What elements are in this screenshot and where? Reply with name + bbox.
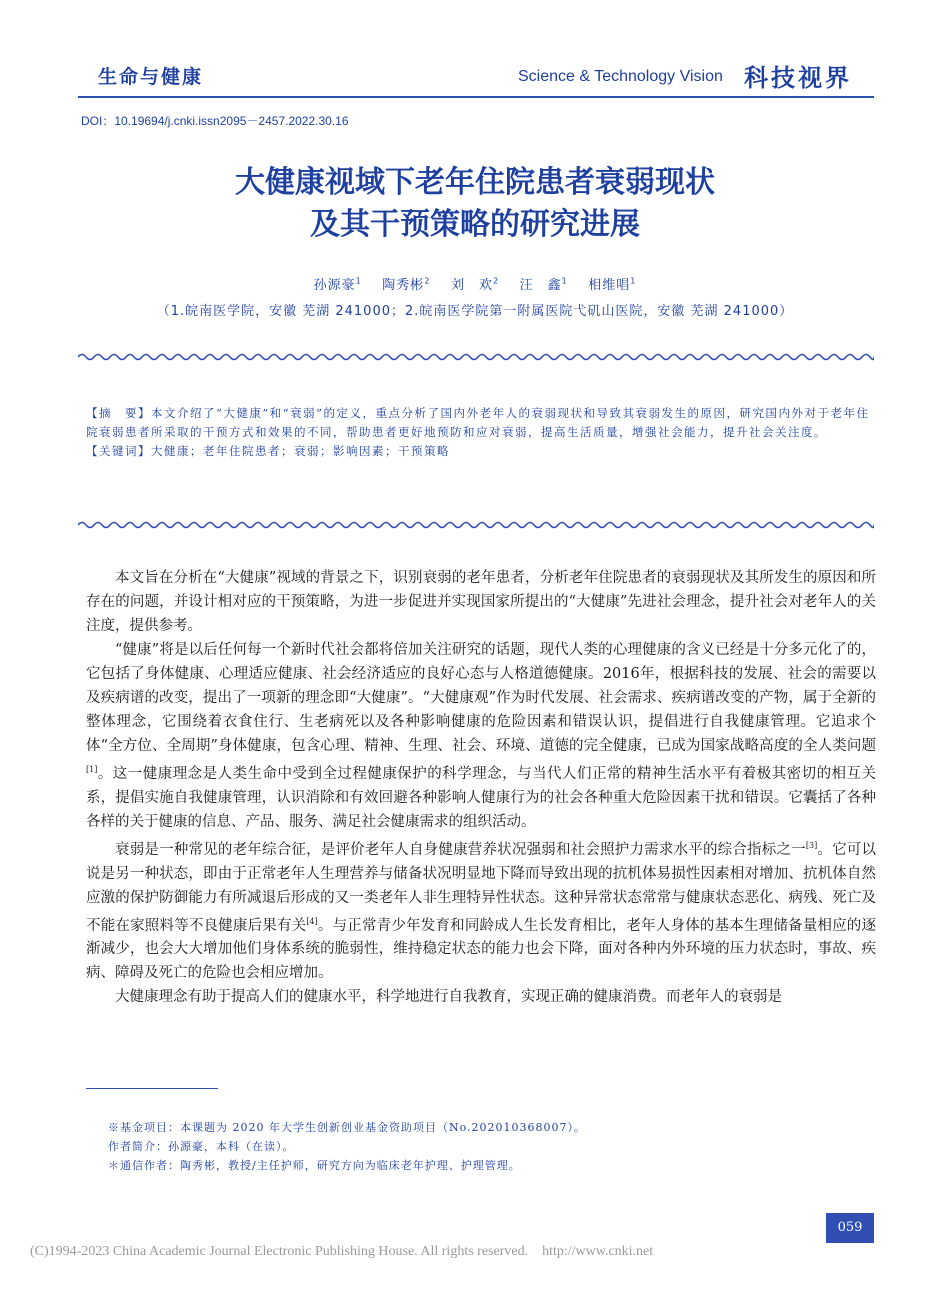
author: 相维唱$^1$ bbox=[588, 276, 637, 293]
doi: DOI：10.19694/j.cnki.issn2095－2457.2022.30.16 bbox=[81, 114, 349, 128]
journal-name-en: Science & Technology Vision bbox=[518, 68, 723, 85]
author: 陶秀彬$^2$ bbox=[382, 276, 431, 293]
affiliation: （1.皖南医学院，安徽 芜湖 241000；2.皖南医学院第一附属医院弋矶山医院，安徽 芜湖 241000） bbox=[156, 304, 794, 319]
footnotes bbox=[108, 1118, 868, 1175]
author-list bbox=[0, 274, 950, 293]
keywords-text: 大健康；老年住院患者；衰弱；影响因素；干预策略 bbox=[151, 444, 450, 458]
author: 汪 鑫$^1$ bbox=[519, 276, 568, 293]
footnote-rule bbox=[86, 1088, 218, 1089]
copyright-notice: (C)1994-2023 China Academic Journal Electronic Publishing House. All rights reserved. http://www.cnki.net bbox=[30, 1244, 654, 1259]
abstract bbox=[86, 404, 872, 461]
body-text bbox=[86, 566, 876, 1009]
title-line-1: 大健康视域下老年住院患者衰弱现状 bbox=[235, 165, 715, 200]
footnote-fund: ※基金项目：本课题为 2020 年大学生创新创业基金资助项目（No.202010368007）。 bbox=[108, 1121, 587, 1134]
paragraph-2: “健康”将是以后任何每一个新时代社会都将倍加关注研究的话题，现代人类的心理健康的含义已经是十分多元化了的，它包括了身体健康、心理适应健康、社会经济适应的良好心态与人格道德健康。2016年，根据科技的发展、社会的需要以及疾病谱的改变，提出了一项新的理念即“大健康”。“大健康观”作为时代发展、社会需求、疾病谱改变的产物，属于全新的整体理念，它围绕着衣食住行、生老病死以及各种影响健康的危险因素和错误认识，提倡进行自我健康管理。它追求个体“全方位、全周期”身体健康，包含心理、精神、生理、社会、环境、道德的完全健康，已成为国家战略高度的全人类问题[1]。这一健康理念是人类生命中受到全过程健康保护的科学理念，与当代人们正常的精神生活水平有着极其密切的相互关系，提倡实施自我健康管理，认识消除和有效回避各种影响人健康行为的社会各种重大危险因素干扰和错误。它囊括了各种各样的关于健康的信息、产品、服务、满足社会健康需求的组织活动。 bbox=[86, 642, 876, 830]
journal-section: 生命与健康 bbox=[98, 66, 204, 88]
page-number: 059 bbox=[826, 1213, 874, 1243]
title-line-2: 及其干预策略的研究进展 bbox=[310, 207, 640, 242]
paragraph-4: 大健康理念有助于提高人们的健康水平，科学地进行自我教育，实现正确的健康消费。而老年人的衰弱是 bbox=[115, 989, 782, 1006]
citation-ref: [4] bbox=[306, 916, 318, 926]
footnote-author: 作者简介：孙源豪，本科（在读）。 bbox=[108, 1140, 295, 1153]
wavy-divider-bottom bbox=[78, 520, 874, 530]
author: 刘 欢$^2$ bbox=[450, 276, 500, 293]
header-rule bbox=[78, 96, 874, 98]
wavy-divider-top bbox=[78, 352, 874, 362]
journal-name-cn: 科技视界 bbox=[744, 64, 852, 92]
abstract-label: 【摘 要】 bbox=[86, 406, 151, 420]
author: 孙源豪$^1$ bbox=[313, 276, 362, 293]
citation-ref: [1] bbox=[86, 765, 98, 774]
paragraph-1: 本文旨在分析在“大健康”视域的背景之下，识别衰弱的老年患者，分析老年住院患者的衰弱现状及其所发生的原因和所存在的问题，并设计相对应的干预策略，为进一步促进并实现国家所提出的“大健康”先进社会理念，提升社会对老年人的关注度，提供参考。 bbox=[86, 570, 876, 634]
paragraph-3: 衰弱是一种常见的老年综合征，是评价老年人自身健康营养状况强弱和社会照护力需求水平的综合指标之一[3]。它可以说是另一种状态，即由于正常老年人生理营养与储备状况明显地下降而导致出现的抗机体易损性因素相对增加、抗机体自然应激的保护防御能力有所减退后形成的又一类老年人非生理特异性状态。这种异常状态常常与健康状态恶化、病残、死亡及不能在家照料等不良健康后果有关[4]。与正常青少年发育和同龄成人生长发育相比，老年人身体的基本生理储备量相应的逐渐减少，也会大大增加他们身体系统的脆弱性，维持稳定状态的能力也会下降，面对各种内外环境的压力状态时，事故、疾病、障碍及死亡的危险也会相应增加。 bbox=[86, 840, 877, 982]
footnote-corresponding: ＊通信作者：陶秀彬，教授/主任护师，研究方向为临床老年护理、护理管理。 bbox=[108, 1159, 521, 1172]
abstract-paragraph bbox=[86, 404, 872, 442]
keywords-label: 【关键词】 bbox=[86, 444, 151, 458]
citation-ref: [3] bbox=[805, 840, 818, 850]
article-title bbox=[0, 162, 950, 246]
keywords-paragraph bbox=[86, 442, 872, 461]
abstract-text: 本文介绍了“大健康”和“衰弱”的定义，重点分析了国内外老年人的衰弱现状和导致其衰弱发生的原因，研究国内外对于老年住院衰弱患者所采取的干预方式和效果的不同，帮助患者更好地预防和应对衰弱，提高生活质量，增强社会能力，提升社会关注度。 bbox=[86, 406, 870, 439]
